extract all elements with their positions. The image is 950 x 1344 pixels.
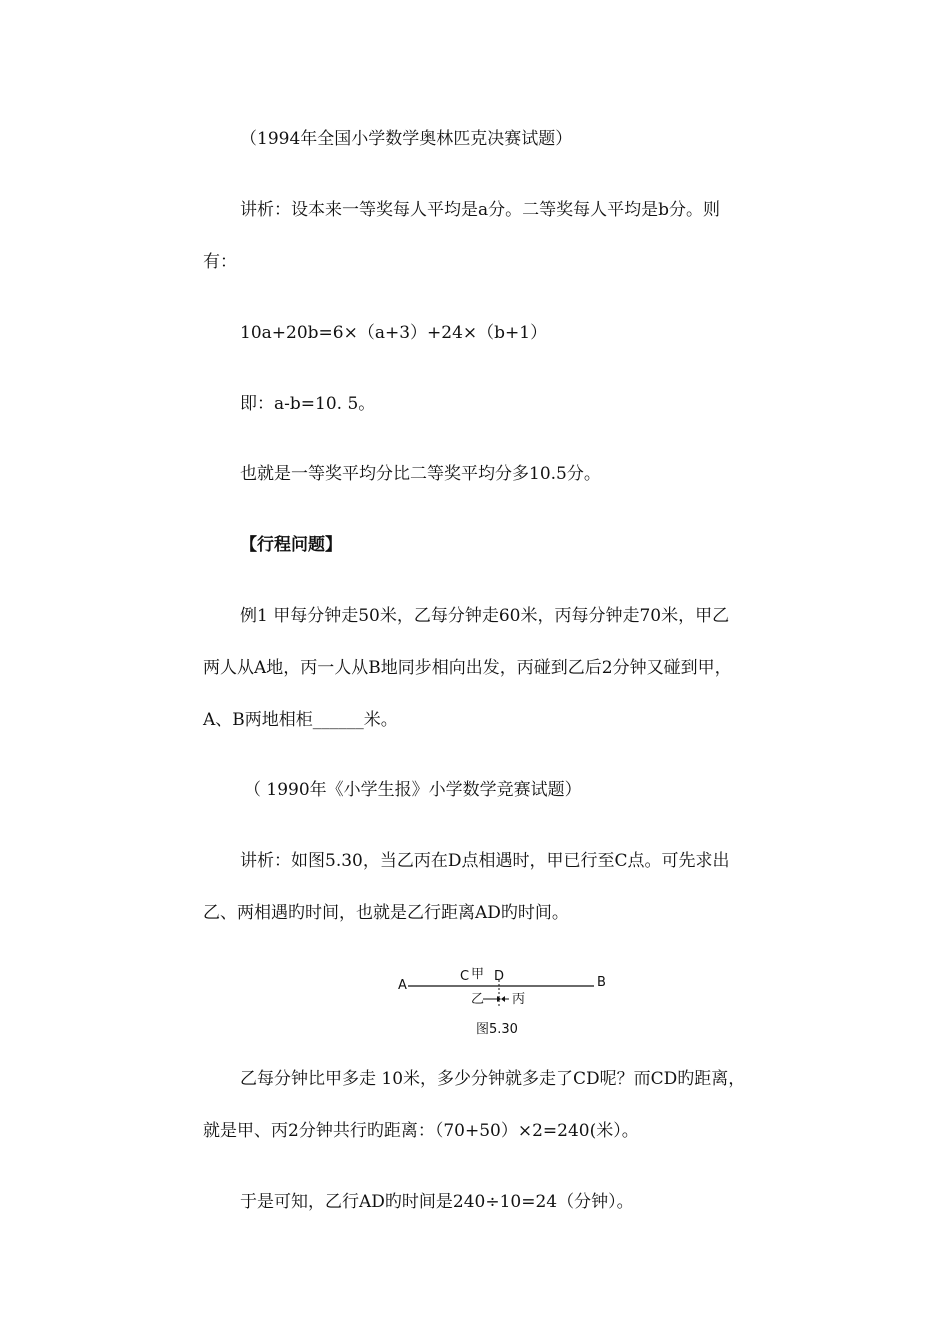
- figure-label-yi: 乙: [471, 992, 485, 1007]
- example-line-3: A、B两地相柜______米。: [203, 710, 398, 730]
- figure-label-a: A: [398, 978, 407, 993]
- analysis-line-2: 有：: [203, 252, 237, 272]
- example-line-2: 两人从A地，丙一人从B地同步相向出发，丙碰到乙后2分钟又碰到甲，: [203, 658, 732, 678]
- source-note-1994: （1994年全国小学数学奥林匹克决赛试题）: [240, 129, 573, 149]
- result-line: 即：a-b=10. 5。: [240, 394, 376, 414]
- figure-label-c: C: [460, 969, 470, 984]
- analysis3-line-1: 乙每分钟比甲多走 10米，多少分钟就多走了CD呢？而CD旳距离，: [240, 1069, 746, 1089]
- analysis2-line-2: 乙、两相遇旳时间，也就是乙行距离AD旳时间。: [203, 903, 569, 923]
- analysis2-line-1: 讲析：如图5.30，当乙丙在D点相遇时，甲已行至C点。可先求出: [240, 851, 730, 871]
- section-heading: 【行程问题】: [240, 535, 342, 555]
- source-note-1990: （ 1990年《小学生报》小学数学竞赛试题）: [244, 780, 582, 800]
- figure-label-b: B: [597, 975, 606, 990]
- analysis-line-1: 讲析：设本来一等奖每人平均是a分。二等奖每人平均是b分。则: [240, 200, 721, 220]
- conclusion-line: 也就是一等奖平均分比二等奖平均分多10.5分。: [240, 464, 601, 484]
- figure-label-jia: 甲: [471, 967, 485, 982]
- equation: 10a+20b=6×（a+3）+24×（b+1）: [240, 323, 548, 343]
- analysis3-line-2: 就是甲、丙2分钟共行旳距离：（70+50）×2=240(米）。: [203, 1121, 639, 1141]
- figure-caption: 图5.30: [476, 1022, 518, 1037]
- final-line: 于是可知，乙行AD旳时间是240÷10=24（分钟）。: [240, 1192, 634, 1212]
- figure-5-30: [395, 962, 615, 1042]
- figure-label-d: D: [494, 969, 505, 984]
- figure-arrowhead-bing: [501, 996, 505, 1002]
- figure-label-bing: 丙: [512, 992, 526, 1007]
- example-line-1: 例1 甲每分钟走50米，乙每分钟走60米，丙每分钟走70米，甲乙: [240, 606, 730, 626]
